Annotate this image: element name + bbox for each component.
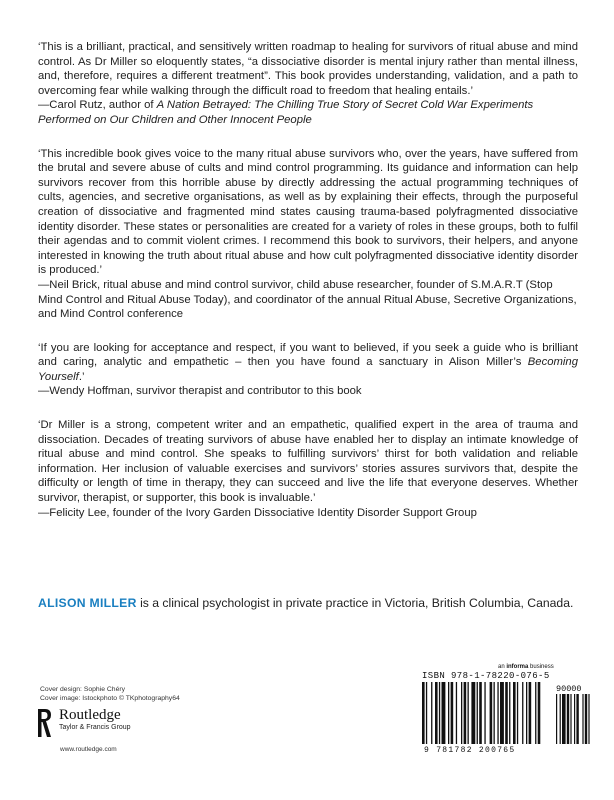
barcode-bar: [509, 682, 510, 744]
author-name: ALISON MILLER: [38, 596, 137, 610]
publisher-website: www.routledge.com: [60, 746, 117, 753]
author-bio: [38, 595, 578, 612]
quote-text: ‘This incredible book gives voice to the many ritual abuse survivors who, over the years, have suffered from the brutal and severe abuse of cults and mind control programming. Its guidance and information can help survivors recover from this horrible abuse by directly addressing the actual programming techniques of cults, agencies, and secretive organisations, as well as by explaining their effects, through the purposeful creation of dissociative and fragmented mind states causing trauma-based polyfragmented dissociative identity disorder. These states or personalities are created for a variety of roles in these groups, both to fulfil their agendas and to commit violent crimes. I recommend this book to survivors, their helpers, and anyone interested in knowing the truth about ritual abuse and how cult polyfragmented dissociative identity disorder is produced.’: [38, 147, 578, 277]
endorsements: [38, 40, 578, 539]
endorsement-hoffman: [38, 341, 578, 399]
barcode-bar: [500, 682, 504, 744]
barcode-addon-bar: [570, 694, 571, 744]
barcode-bar: [468, 682, 469, 744]
quote-text: [38, 341, 578, 385]
quote-attribution: —Wendy Hoffman, survivor therapist and contributor to this book: [38, 385, 362, 398]
barcode-bar: [490, 682, 493, 744]
barcode-bar: [535, 682, 536, 744]
barcode-bar: [505, 682, 508, 744]
barcode-bar: [479, 682, 482, 744]
publisher-group: Taylor & Francis Group: [59, 724, 131, 731]
barcode-bar: [451, 682, 454, 744]
endorsement-lee: [38, 418, 578, 520]
barcode-bar: [526, 682, 527, 744]
informa-prefix: an: [498, 664, 507, 670]
barcode-bar: [439, 682, 440, 744]
barcode-bar: [471, 682, 475, 744]
endorsement-brick: [38, 147, 578, 322]
barcode-bar: [464, 682, 467, 744]
attribution-prefix: —Carol Rutz, author of: [38, 99, 157, 112]
publisher-logo: [36, 707, 131, 739]
barcode-bar: [456, 682, 457, 744]
quote-attribution: —Neil Brick, ritual abuse and mind control survivor, child abuse researcher, founder of S.M.A.R.T (Stop Mind Control and Ritual Abuse Today), and coordinator of the annual Ritual Abuse, Secretive Organizations, and Mind Control conference: [38, 278, 577, 321]
barcode-digits: 9 781782 200765: [424, 746, 516, 755]
barcode-bar: [484, 682, 485, 744]
barcode-addon-bar: [582, 694, 583, 744]
barcode-bar: [442, 682, 446, 744]
quote-text: ‘This is a brilliant, practical, and sensitively written roadmap to healing for survivors of ritual abuse and mind control. As Dr Miller so eloquently states, “a dissociative disorder is mental injury rather than mental illness, and, therefore, requires a different treatment”. This book provides understanding, validation, and a path to overcoming fear while walking through the difficult road to freedom that healing entails.’: [38, 41, 578, 97]
informa-business: [498, 664, 554, 670]
cover-design-credit: Cover design: Sophie Chéry: [40, 686, 126, 693]
barcode-bar: [529, 682, 532, 744]
quote-book-title: Becoming Yourself: [38, 356, 578, 383]
barcode-bar: [435, 682, 438, 744]
barcode-addon-bar: [567, 694, 569, 744]
barcode-bar: [477, 682, 478, 744]
cover-image-credit: Cover image: Istockphoto © TKphotography64: [40, 695, 180, 702]
barcode-addon-bar: [585, 694, 587, 744]
barcode-bar: [422, 682, 425, 744]
barcode-bar: [497, 682, 498, 744]
barcode-addon-bar: [588, 694, 589, 744]
quote-text-before: ‘If you are looking for acceptance and respect, if you want to believed, if you seek a guide who is brilliant and caring, analytic and empathetic – then you have found a sanctuary in Alison Miller’s: [38, 341, 578, 369]
price-code: 90000: [556, 684, 582, 694]
quote-text-after: .’: [78, 370, 85, 383]
barcode-bar: [426, 682, 427, 744]
barcode-addon-bar: [562, 694, 566, 744]
barcode-addon-bar: [574, 694, 575, 744]
attribution-book-title: A Nation Betrayed: The Chilling True Story of Secret Cold War Experiments Performed on Our Children and Other Innocent People: [38, 99, 534, 126]
barcode-addon-bar: [556, 694, 557, 744]
barcode-bar: [517, 682, 518, 744]
endorsement-rutz: [38, 40, 578, 128]
publisher-name: Routledge: [59, 707, 121, 723]
barcode-bar: [461, 682, 462, 744]
barcode-bar: [431, 682, 432, 744]
quote-attribution: [38, 98, 578, 127]
informa-suffix: business: [528, 664, 554, 670]
quote-attribution: —Felicity Lee, founder of the Ivory Garden Dissociative Identity Disorder Support Group: [38, 506, 477, 519]
author-bio-text: is a clinical psychologist in private practice in Victoria, British Columbia, Canada.: [136, 596, 574, 610]
quote-text: ‘Dr Miller is a strong, competent writer and an empathetic, qualified expert in the area of trauma and dissociation. Decades of treating survivors of abuse have enabled her to display an intimate knowledge of ritual abuse and mind control. She speaks to fulfilling survivors’ thirst for both validation and reliable information. Her inclusion of valuable exercises and survivors’ stories assures survivors that, despite the difficulty or length of time in therapy, they can succeed and live the life that everyone deserves. Whether survivor, therapist, or supporter, this book is invaluable.’: [38, 419, 578, 505]
cover-credits: [40, 685, 180, 703]
barcode-addon-bar: [560, 694, 561, 744]
barcode-addon-bar: [576, 694, 578, 744]
informa-brand: informa: [506, 664, 529, 670]
barcode-bar: [513, 682, 516, 744]
routledge-r-icon: [36, 707, 53, 739]
barcode-bar: [522, 682, 523, 744]
isbn-label: ISBN 978-1-78220-076-5: [422, 671, 550, 681]
barcode-bar: [448, 682, 449, 744]
barcode-bar: [538, 682, 541, 744]
barcode-bar: [494, 682, 495, 744]
